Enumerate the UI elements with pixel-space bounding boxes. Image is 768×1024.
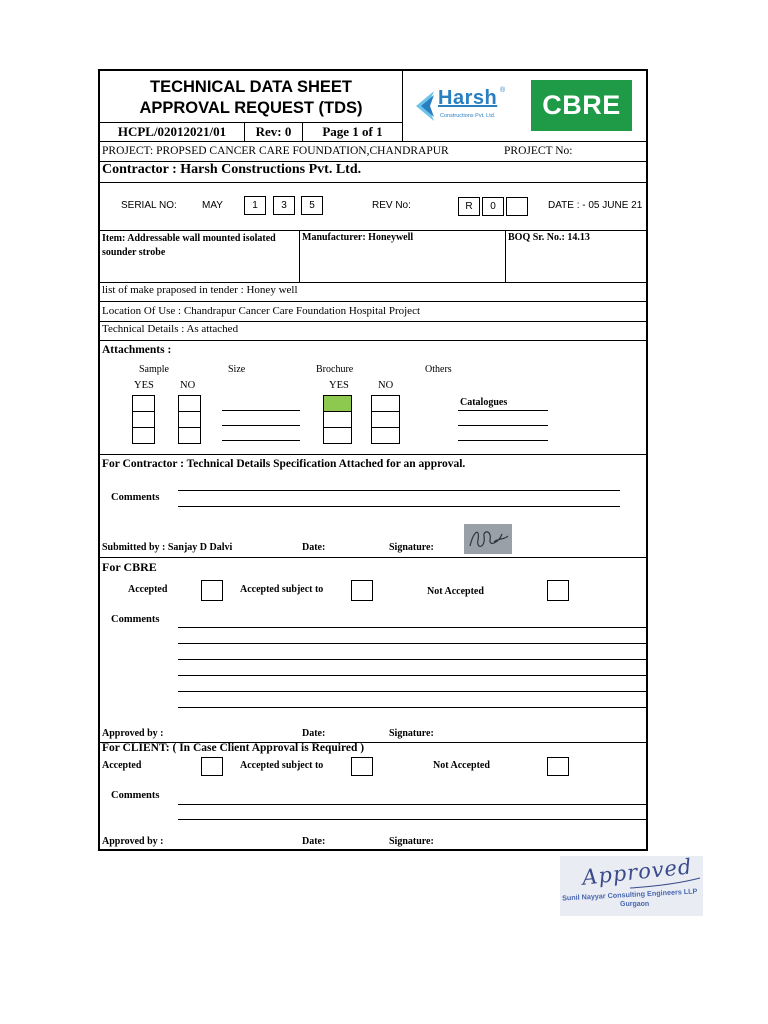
serial-digit-2: 3 bbox=[273, 196, 295, 215]
harsh-logo bbox=[416, 87, 508, 127]
harsh-logo-text: Harsh bbox=[438, 87, 498, 109]
size-label: Size bbox=[228, 364, 246, 375]
contractor-name: Contractor : Harsh Constructions Pvt. Ltd. bbox=[102, 162, 362, 177]
cbre-comment-line-5[interactable] bbox=[178, 691, 648, 692]
cbre-comment-line-3[interactable] bbox=[178, 659, 648, 660]
brochure-label: Brochure bbox=[316, 364, 354, 375]
client-signature-label: Signature: bbox=[389, 836, 434, 847]
page-number: Page 1 of 1 bbox=[322, 124, 383, 139]
client-accepted-subject-label: Accepted subject to bbox=[240, 760, 324, 771]
cbre-not-accepted-label: Not Accepted bbox=[427, 586, 484, 597]
cbre-accepted-label: Accepted bbox=[128, 584, 168, 595]
contractor-signature-label: Signature: bbox=[389, 542, 434, 553]
project-number: PROJECT No: bbox=[504, 145, 573, 157]
title-line-2: APPROVAL REQUEST (TDS) bbox=[139, 99, 363, 117]
approved-stamp-handwriting: Approved bbox=[581, 854, 694, 890]
cbre-accepted-subject-checkbox[interactable] bbox=[351, 580, 373, 601]
sample-no-checkboxes[interactable] bbox=[178, 395, 201, 444]
cbre-not-accepted-checkbox[interactable] bbox=[547, 580, 569, 601]
revision: Rev: 0 bbox=[255, 124, 292, 139]
cbre-comment-line-2[interactable] bbox=[178, 643, 648, 644]
cbre-comment-line-4[interactable] bbox=[178, 675, 648, 676]
contractor-heading: For Contractor : Technical Details Specification Attached for an approval. bbox=[102, 458, 466, 470]
cbre-comments-label: Comments bbox=[111, 614, 160, 625]
harsh-logo-subtext: Constructions Pvt. Ltd. bbox=[440, 113, 496, 119]
technical-details: Technical Details : As attached bbox=[102, 323, 239, 335]
rev-digit-3 bbox=[506, 197, 528, 216]
rev-digit-2: 0 bbox=[482, 197, 504, 216]
item-description: Item: Addressable wall mounted isolated sounder strobe bbox=[102, 233, 276, 258]
cbre-comment-line-1[interactable] bbox=[178, 627, 648, 628]
brochure-no-checkboxes[interactable] bbox=[371, 395, 400, 444]
client-heading: For CLIENT: ( In Case Client Approval is Required ) bbox=[102, 742, 365, 754]
contractor-comment-line-2[interactable] bbox=[178, 506, 620, 507]
contractor-comments-label: Comments bbox=[111, 492, 160, 503]
client-accepted-label: Accepted bbox=[102, 760, 142, 771]
client-date-label: Date: bbox=[302, 836, 326, 847]
sample-yes-checkboxes[interactable] bbox=[132, 395, 155, 444]
rev-digit-1: R bbox=[458, 197, 480, 216]
cbre-approved-by: Approved by : bbox=[102, 728, 164, 739]
manufacturer: Manufacturer: Honeywell bbox=[302, 232, 414, 243]
location-of-use: Location Of Use : Chandrapur Cancer Care Foundation Hospital Project bbox=[102, 305, 421, 317]
contractor-date-label: Date: bbox=[302, 542, 326, 553]
serial-digit-1: 1 bbox=[244, 196, 266, 215]
serial-label: SERIAL NO: bbox=[121, 200, 177, 211]
contractor-signature-image bbox=[464, 524, 512, 554]
client-accepted-checkbox[interactable] bbox=[201, 757, 223, 776]
brochure-yes-label: YES bbox=[329, 380, 349, 391]
title-line-1: TECHNICAL DATA SHEET bbox=[150, 78, 352, 96]
cbre-logo: CBRE bbox=[531, 80, 632, 131]
cbre-signature-label: Signature: bbox=[389, 728, 434, 739]
approved-stamp-company: Sunil Nayyar Consulting Engineers LLP bbox=[561, 886, 698, 903]
brochure-yes-checked[interactable] bbox=[324, 396, 352, 412]
approved-stamp-city: Gurgaon bbox=[620, 901, 650, 908]
cbre-heading: For CBRE bbox=[102, 560, 157, 574]
boq-number: BOQ Sr. No.: 14.13 bbox=[508, 232, 590, 243]
sample-yes-label: YES bbox=[134, 380, 154, 391]
cbre-comment-line-6[interactable] bbox=[178, 707, 648, 708]
rev-label: REV No: bbox=[372, 200, 411, 211]
form-title bbox=[100, 77, 402, 119]
cbre-date-label: Date: bbox=[302, 728, 326, 739]
contractor-comment-line-1[interactable] bbox=[178, 490, 620, 491]
brochure-no-label: NO bbox=[378, 380, 394, 391]
others-label: Others bbox=[425, 364, 452, 375]
project-line: PROJECT: PROPSED CANCER CARE FOUNDATION,CHANDRAPUR bbox=[102, 145, 449, 157]
brochure-yes-checkboxes[interactable] bbox=[323, 395, 352, 444]
tds-form bbox=[98, 69, 648, 851]
approved-stamp bbox=[560, 856, 703, 916]
client-comments-label: Comments bbox=[111, 790, 160, 801]
date-value: DATE : - 05 JUNE 21 bbox=[548, 200, 643, 211]
cbre-accepted-subject-label: Accepted subject to bbox=[240, 584, 324, 595]
client-not-accepted-label: Not Accepted bbox=[433, 760, 490, 771]
harsh-logo-reg: ® bbox=[500, 87, 506, 94]
make-list: list of make praposed in tender : Honey well bbox=[102, 284, 298, 296]
submitted-by: Submitted by : Sanjay D Dalvi bbox=[102, 542, 233, 553]
client-comment-line-2[interactable] bbox=[178, 819, 648, 820]
cbre-accepted-checkbox[interactable] bbox=[201, 580, 223, 601]
doc-number: HCPL/02012021/01 bbox=[117, 124, 227, 139]
attachments-heading: Attachments : bbox=[102, 344, 172, 356]
serial-month: MAY bbox=[202, 200, 223, 211]
serial-digit-3: 5 bbox=[301, 196, 323, 215]
harsh-arrow-icon bbox=[416, 91, 434, 121]
catalogues-label: Catalogues bbox=[460, 397, 508, 408]
client-approved-by: Approved by : bbox=[102, 836, 164, 847]
sample-label: Sample bbox=[139, 364, 169, 375]
sample-no-label: NO bbox=[180, 380, 196, 391]
client-not-accepted-checkbox[interactable] bbox=[547, 757, 569, 776]
client-accepted-subject-checkbox[interactable] bbox=[351, 757, 373, 776]
client-comment-line-1[interactable] bbox=[178, 804, 648, 805]
